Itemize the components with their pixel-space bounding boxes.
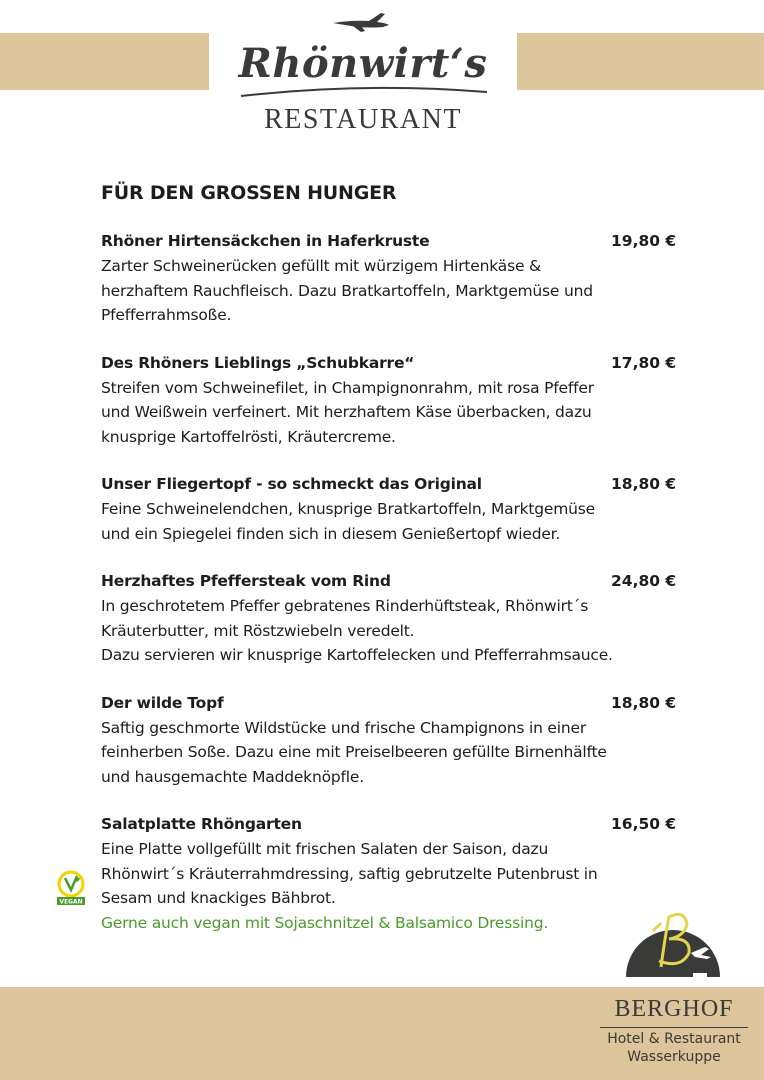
footer-divider (600, 1027, 748, 1028)
vegan-badge-label: VEGAN (59, 898, 83, 906)
item-description: In geschrotetem Pfeffer gebratenes Rinderhüftsteak, Rhönwirt´s Kräuterbutter, mit Röstzwiebeln veredelt. Dazu servieren wir knusprige Kartoffelecken und Pfefferrahmsauce. (101, 597, 613, 664)
item-name: Unser Fliegertopf - so schmeckt das Original (101, 475, 482, 493)
item-description: Saftig geschmorte Wildstücke und frische Champignons in einer feinherben Soße. Dazu eine mit Preiselbeeren gefüllte Birnenhälfte und hausgemachte Maddeknöpfle. (101, 718, 607, 786)
menu-item (101, 229, 681, 328)
item-name: Des Rhöners Lieblings „Schubkarre“ (101, 353, 415, 372)
header-band-left (0, 33, 209, 90)
logo-subtitle: RESTAURANT (264, 104, 462, 135)
item-price: 18,80 € (611, 475, 677, 493)
footer-brand: BERGHOF (614, 996, 734, 1022)
logo-name: Rhönwirt‘s (238, 40, 488, 87)
menu-item (101, 351, 681, 450)
item-name: Salatplatte Rhöngarten (101, 815, 302, 833)
berghof-logo-icon (625, 891, 721, 987)
item-name: Herzhaftes Pfeffersteak vom Rind (101, 572, 391, 590)
item-description: Streifen vom Schweinefilet, in Champignonrahm, mit rosa Pfeffer und Weißwein verfeinert. Mit herzhaftem Käse überbacken, dazu knusprige Kartoffelrösti, Kräutercreme. (101, 378, 594, 446)
item-price: 16,50 € (611, 815, 677, 833)
glider-plane-icon (331, 8, 393, 34)
menu-list (101, 229, 681, 958)
vegan-note: Gerne auch vegan mit Sojaschnitzel & Balsamico Dressing. (101, 913, 549, 932)
item-description: Zarter Schweinerücken gefüllt mit würzigem Hirtenkäse & herzhaftem Rauchfleisch. Dazu Bratkartoffeln, Marktgemüse und Pfefferrahmsoße. (101, 257, 593, 324)
item-description: Eine Platte vollgefüllt mit frischen Salaten der Saison, dazu Rhönwirt´s Kräuterrahmdressing, saftig gebrutzelte Putenbrust in Sesam und knackiges Bähbrot. (101, 840, 598, 907)
footer-line-1: Hotel & Restaurant (607, 1031, 741, 1047)
restaurant-logo (209, 0, 517, 140)
menu-item (101, 569, 681, 668)
item-name: Rhöner Hirtensäckchen in Haferkruste (101, 232, 430, 250)
item-price: 18,80 € (611, 693, 677, 712)
item-price: 17,80 € (611, 353, 677, 372)
item-price: 19,80 € (611, 232, 677, 250)
item-price: 24,80 € (611, 572, 677, 590)
header-band-right (517, 33, 764, 90)
menu-item (101, 472, 681, 546)
section-title: FÜR DEN GROSSEN HUNGER (101, 182, 397, 204)
logo-swoosh-icon (239, 84, 489, 100)
item-description: Feine Schweinelendchen, knusprige Bratkartoffeln, Marktgemüse und ein Spiegelei finden sich in diesem Genießertopf wieder. (101, 500, 596, 543)
item-name: Der wilde Topf (101, 693, 224, 712)
menu-item (101, 691, 681, 790)
vegan-leaf-icon (55, 870, 87, 906)
footer-line-2: Wasserkuppe (627, 1049, 721, 1065)
menu-item (101, 812, 681, 935)
